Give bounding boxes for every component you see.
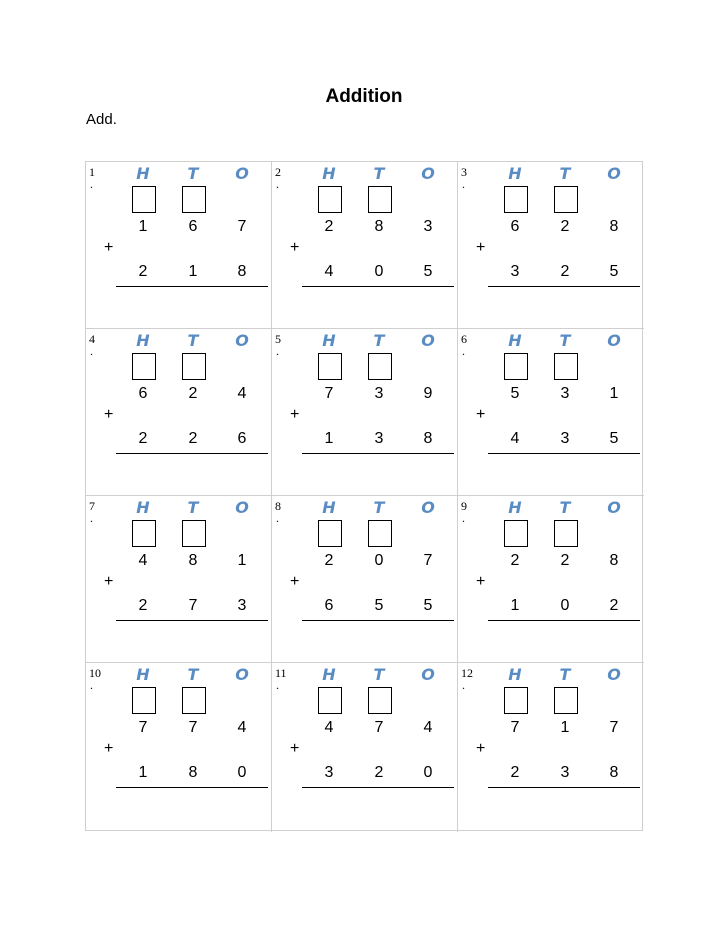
top-tens-digit: 7: [374, 719, 384, 736]
tens-header: T: [373, 665, 385, 684]
problem-number-dot: .: [276, 344, 279, 358]
bottom-hundreds-digit: 2: [138, 430, 148, 447]
bottom-hundreds-digit: 1: [324, 430, 334, 447]
tens-carry-box[interactable]: [554, 353, 578, 380]
bottom-ones-digit: 5: [609, 430, 619, 447]
plus-sign: +: [290, 239, 300, 256]
hundreds-header: H: [508, 331, 522, 350]
bottom-tens-digit: 2: [560, 263, 570, 280]
bottom-hundreds-digit: 2: [138, 597, 148, 614]
problem-number-dot: .: [462, 511, 465, 525]
problem-cell: [272, 496, 458, 663]
problem-cell: [458, 496, 644, 663]
ones-header: O: [421, 164, 435, 183]
top-tens-digit: 3: [374, 385, 384, 402]
bottom-hundreds-digit: 1: [138, 764, 148, 781]
problem-cell: [272, 162, 458, 329]
hundreds-header: H: [508, 164, 522, 183]
problem-number: 9: [461, 499, 467, 513]
top-ones-digit: 1: [609, 385, 619, 402]
problem-cell: [86, 329, 272, 496]
problem-number: 3: [461, 165, 467, 179]
tens-header: T: [559, 331, 571, 350]
problem-cell: [86, 663, 272, 832]
problem-number-dot: .: [90, 344, 93, 358]
hundreds-carry-box[interactable]: [504, 353, 528, 380]
problem-number: 4: [89, 332, 95, 346]
tens-header: T: [187, 665, 199, 684]
bottom-tens-digit: 8: [188, 764, 198, 781]
bottom-ones-digit: 6: [237, 430, 247, 447]
answer-line: [116, 787, 268, 788]
answer-line: [488, 453, 640, 454]
top-tens-digit: 7: [188, 719, 198, 736]
ones-header: O: [235, 498, 249, 517]
tens-carry-box[interactable]: [182, 520, 206, 547]
tens-carry-box[interactable]: [182, 687, 206, 714]
top-tens-digit: 2: [560, 552, 570, 569]
ones-header: O: [421, 665, 435, 684]
hundreds-carry-box[interactable]: [318, 353, 342, 380]
answer-line: [488, 787, 640, 788]
tens-header: T: [187, 164, 199, 183]
problem-number: 8: [275, 499, 281, 513]
hundreds-header: H: [322, 164, 336, 183]
plus-sign: +: [104, 406, 114, 423]
ones-header: O: [235, 164, 249, 183]
problem-cell: [86, 496, 272, 663]
ones-header: O: [607, 164, 621, 183]
answer-line: [302, 787, 454, 788]
bottom-hundreds-digit: 6: [324, 597, 334, 614]
tens-header: T: [187, 498, 199, 517]
top-hundreds-digit: 6: [510, 218, 520, 235]
problem-number: 2: [275, 165, 281, 179]
top-ones-digit: 8: [609, 218, 619, 235]
hundreds-carry-box[interactable]: [504, 687, 528, 714]
hundreds-header: H: [322, 498, 336, 517]
answer-line: [302, 620, 454, 621]
bottom-ones-digit: 5: [423, 597, 433, 614]
answer-line: [302, 453, 454, 454]
bottom-tens-digit: 2: [374, 764, 384, 781]
bottom-hundreds-digit: 2: [138, 263, 148, 280]
top-tens-digit: 0: [374, 552, 384, 569]
top-hundreds-digit: 7: [510, 719, 520, 736]
problem-number-dot: .: [90, 511, 93, 525]
bottom-ones-digit: 2: [609, 597, 619, 614]
problem-number: 12: [461, 666, 473, 680]
plus-sign: +: [104, 239, 114, 256]
tens-carry-box[interactable]: [368, 186, 392, 213]
tens-carry-box[interactable]: [368, 520, 392, 547]
tens-header: T: [559, 498, 571, 517]
top-ones-digit: 4: [423, 719, 433, 736]
tens-carry-box[interactable]: [368, 687, 392, 714]
bottom-hundreds-digit: 4: [324, 263, 334, 280]
answer-line: [488, 620, 640, 621]
plus-sign: +: [476, 406, 486, 423]
bottom-tens-digit: 7: [188, 597, 198, 614]
top-hundreds-digit: 4: [138, 552, 148, 569]
tens-header: T: [559, 164, 571, 183]
tens-header: T: [373, 331, 385, 350]
bottom-hundreds-digit: 4: [510, 430, 520, 447]
top-hundreds-digit: 4: [324, 719, 334, 736]
answer-line: [116, 453, 268, 454]
ones-header: O: [235, 331, 249, 350]
problem-number-dot: .: [90, 678, 93, 692]
hundreds-carry-box[interactable]: [318, 687, 342, 714]
tens-header: T: [373, 164, 385, 183]
bottom-tens-digit: 0: [374, 263, 384, 280]
hundreds-header: H: [322, 331, 336, 350]
bottom-hundreds-digit: 3: [324, 764, 334, 781]
hundreds-header: H: [136, 498, 150, 517]
hundreds-carry-box[interactable]: [318, 520, 342, 547]
ones-header: O: [607, 498, 621, 517]
page-title: Addition: [325, 86, 403, 107]
tens-carry-box[interactable]: [554, 520, 578, 547]
problem-cell: [458, 663, 644, 832]
top-ones-digit: 9: [423, 385, 433, 402]
tens-carry-box[interactable]: [182, 186, 206, 213]
top-ones-digit: 8: [609, 552, 619, 569]
bottom-tens-digit: 3: [560, 430, 570, 447]
hundreds-carry-box[interactable]: [132, 353, 156, 380]
ones-header: O: [235, 665, 249, 684]
top-tens-digit: 6: [188, 218, 198, 235]
hundreds-header: H: [508, 498, 522, 517]
problem-cell: [272, 663, 458, 832]
top-hundreds-digit: 1: [138, 218, 148, 235]
hundreds-header: H: [136, 665, 150, 684]
top-hundreds-digit: 6: [138, 385, 148, 402]
problem-cell: [458, 162, 644, 329]
problem-cell: [458, 329, 644, 496]
problem-number-dot: .: [462, 177, 465, 191]
answer-line: [116, 286, 268, 287]
problem-cell: [272, 329, 458, 496]
bottom-tens-digit: 3: [374, 430, 384, 447]
plus-sign: +: [290, 406, 300, 423]
bottom-ones-digit: 0: [237, 764, 247, 781]
hundreds-carry-box[interactable]: [318, 186, 342, 213]
top-ones-digit: 4: [237, 719, 247, 736]
top-tens-digit: 2: [560, 218, 570, 235]
hundreds-header: H: [508, 665, 522, 684]
answer-line: [488, 286, 640, 287]
top-tens-digit: 2: [188, 385, 198, 402]
top-tens-digit: 8: [374, 218, 384, 235]
hundreds-carry-box[interactable]: [504, 520, 528, 547]
plus-sign: +: [476, 239, 486, 256]
problem-number-dot: .: [462, 344, 465, 358]
bottom-ones-digit: 3: [237, 597, 247, 614]
bottom-ones-digit: 8: [609, 764, 619, 781]
hundreds-carry-box[interactable]: [132, 520, 156, 547]
top-ones-digit: 7: [609, 719, 619, 736]
tens-carry-box[interactable]: [554, 687, 578, 714]
bottom-tens-digit: 3: [560, 764, 570, 781]
top-ones-digit: 4: [237, 385, 247, 402]
problem-number: 1: [89, 165, 95, 179]
bottom-hundreds-digit: 3: [510, 263, 520, 280]
top-hundreds-digit: 2: [324, 218, 334, 235]
hundreds-carry-box[interactable]: [504, 186, 528, 213]
ones-header: O: [607, 331, 621, 350]
hundreds-carry-box[interactable]: [132, 186, 156, 213]
problem-cell: [86, 162, 272, 329]
problem-number: 5: [275, 332, 281, 346]
problem-number: 7: [89, 499, 95, 513]
tens-header: T: [559, 665, 571, 684]
answer-line: [116, 620, 268, 621]
top-tens-digit: 1: [560, 719, 570, 736]
bottom-tens-digit: 0: [560, 597, 570, 614]
plus-sign: +: [290, 573, 300, 590]
plus-sign: +: [476, 740, 486, 757]
problem-number-dot: .: [276, 177, 279, 191]
bottom-hundreds-digit: 1: [510, 597, 520, 614]
bottom-ones-digit: 5: [609, 263, 619, 280]
problem-number-dot: .: [462, 678, 465, 692]
problem-grid: [85, 161, 643, 831]
bottom-ones-digit: 0: [423, 764, 433, 781]
tens-carry-box[interactable]: [368, 353, 392, 380]
bottom-ones-digit: 5: [423, 263, 433, 280]
bottom-tens-digit: 1: [188, 263, 198, 280]
top-ones-digit: 1: [237, 552, 247, 569]
bottom-hundreds-digit: 2: [510, 764, 520, 781]
top-tens-digit: 3: [560, 385, 570, 402]
plus-sign: +: [290, 740, 300, 757]
problem-number-dot: .: [90, 177, 93, 191]
top-ones-digit: 7: [423, 552, 433, 569]
top-hundreds-digit: 2: [324, 552, 334, 569]
top-ones-digit: 3: [423, 218, 433, 235]
answer-line: [302, 286, 454, 287]
ones-header: O: [421, 498, 435, 517]
problem-number-dot: .: [276, 678, 279, 692]
top-hundreds-digit: 7: [324, 385, 334, 402]
tens-carry-box[interactable]: [182, 353, 206, 380]
bottom-ones-digit: 8: [423, 430, 433, 447]
plus-sign: +: [476, 573, 486, 590]
bottom-tens-digit: 2: [188, 430, 198, 447]
problem-number-dot: .: [276, 511, 279, 525]
tens-carry-box[interactable]: [554, 186, 578, 213]
tens-header: T: [373, 498, 385, 517]
bottom-ones-digit: 8: [237, 263, 247, 280]
ones-header: O: [421, 331, 435, 350]
hundreds-carry-box[interactable]: [132, 687, 156, 714]
top-tens-digit: 8: [188, 552, 198, 569]
top-hundreds-digit: 5: [510, 385, 520, 402]
tens-header: T: [187, 331, 199, 350]
problem-number: 6: [461, 332, 467, 346]
top-ones-digit: 7: [237, 218, 247, 235]
bottom-tens-digit: 5: [374, 597, 384, 614]
top-hundreds-digit: 7: [138, 719, 148, 736]
hundreds-header: H: [136, 331, 150, 350]
instructions: Add.: [86, 111, 117, 128]
hundreds-header: H: [322, 665, 336, 684]
top-hundreds-digit: 2: [510, 552, 520, 569]
hundreds-header: H: [136, 164, 150, 183]
plus-sign: +: [104, 740, 114, 757]
plus-sign: +: [104, 573, 114, 590]
problem-number: 10: [89, 666, 101, 680]
problem-number: 11: [275, 666, 287, 680]
ones-header: O: [607, 665, 621, 684]
